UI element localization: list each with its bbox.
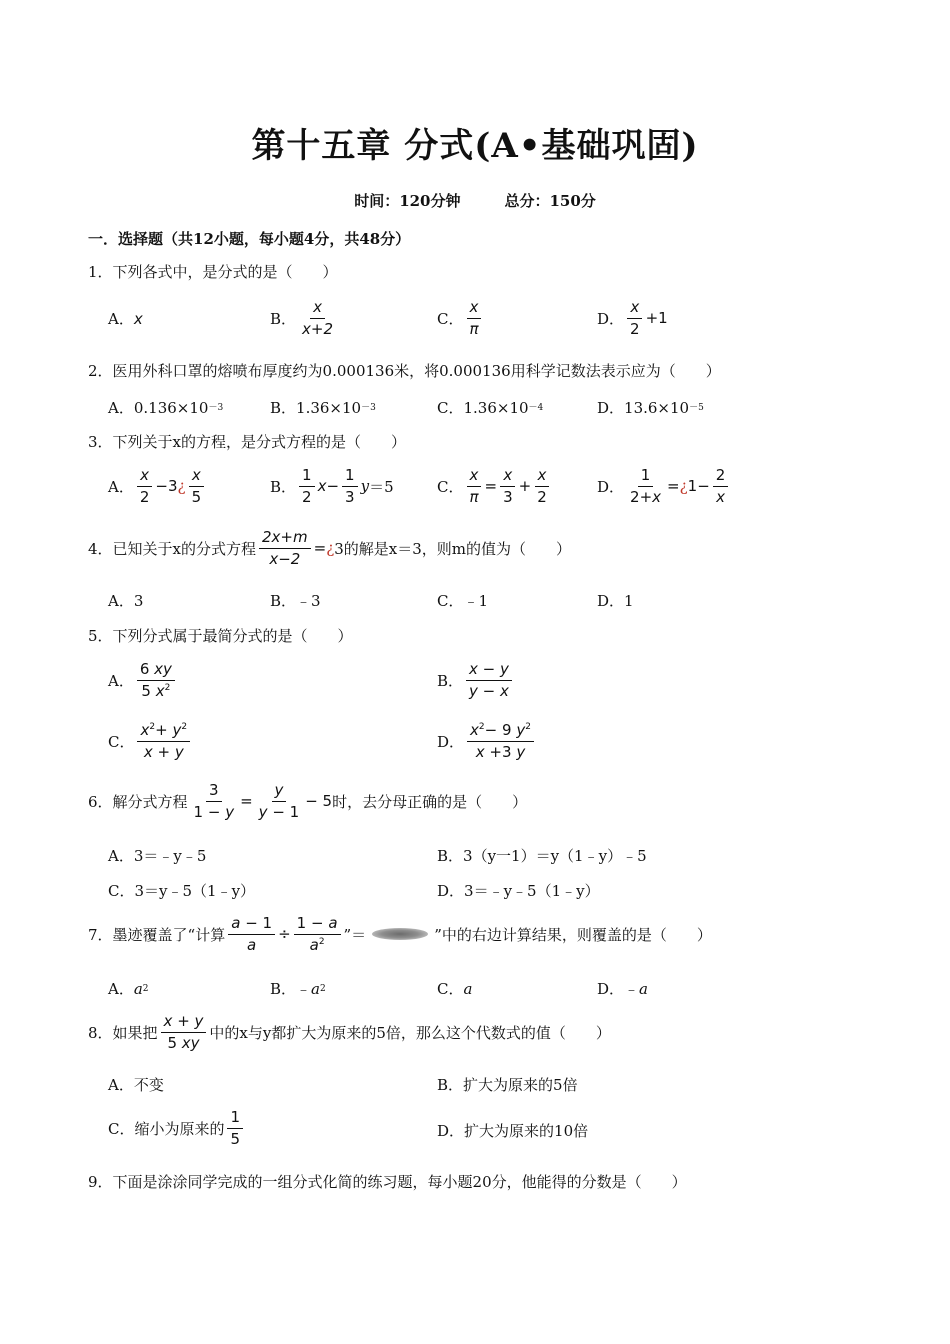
question-5-stem: 5．下列分式属于最简分式的是（ ） (88, 627, 353, 645)
q2-option-b: B．1.36×10 －3 (270, 399, 376, 417)
q6-option-c: C．3＝y﹣5（1﹣y） (108, 882, 256, 900)
question-4-stem: 4．已知关于x的分式方程 $\frac{2x+m}{x-2}$ = ¿ 3的解是x＝3，则m的值为（ ） (88, 528, 572, 568)
q5-option-d: D． $\frac{x^2- 9 y^2}{x +3 y}$ (437, 721, 537, 762)
q4-option-b: B．﹣3 (270, 592, 321, 610)
q1-option-b: B． $\frac{x}{x+2}$ (270, 298, 334, 338)
question-6-stem: 6．解分式方程 $\frac{3}{1 - y}$ = $\frac{y}{y - 1}$ − 5 时，去分母正确的是（ ） (88, 781, 528, 821)
question-8-stem: 8．如果把 $\frac{x + y}{5 xy}$ 中的x与y都扩大为原来的5倍，那么这个代数式的值（ ） (88, 1012, 611, 1052)
q5-option-b: B． $\frac{x - y}{y - x}$ (437, 660, 515, 701)
q1-option-c: C． $\frac{x}{\pi}$ (437, 298, 485, 339)
section-heading: 一．选择题（共12小题，每小题4分，共48分） (88, 230, 411, 248)
q8-option-b: B．扩大为原来的5倍 (437, 1076, 578, 1094)
exam-meta (0, 190, 950, 211)
question-3-stem: 3．下列关于x的方程，是分式方程的是（ ） (88, 433, 407, 451)
exam-score: 总分：150分 (504, 192, 596, 210)
page-title: 第十五章 分式(A•基础巩固) (251, 126, 699, 166)
q2-option-a: A．0.136×10 －3 (108, 399, 224, 417)
q1-option-a: A． x (108, 309, 143, 328)
question-2-stem: 2．医用外科口罩的熔喷布厚度约为0.000136米，将0.000136用科学记数法表示应为（ ） (88, 362, 721, 380)
q5-option-a: A． $\frac{6 xy}{5 x^2}$ (108, 660, 178, 701)
q8-option-a: A．不变 (108, 1076, 164, 1094)
q6-option-a: A．3＝﹣y﹣5 (108, 847, 207, 865)
q8-option-c: C．缩小为原来的 $\frac{1}{5}$ (108, 1108, 246, 1149)
question-7-stem: 7．墨迹覆盖了“计算 $\frac{a - 1}{a}$ ÷ $\frac{1 - a}{a^2}$ ”＝ ”中的右边计算结果，则覆盖的是（ ） (88, 914, 712, 954)
q7-option-b: B．﹣ a 2 (270, 979, 326, 998)
q3-option-d: D． $\frac{1}{2+x}$ = ¿ 1− $\frac{2}{x}$ (597, 466, 731, 507)
exam-time: 时间：120分钟 (354, 192, 461, 210)
q6-option-d: D．3＝﹣y﹣5（1﹣y） (437, 882, 600, 900)
q2-option-d: D．13.6×10 －5 (597, 399, 704, 417)
q4-option-d: D．1 (597, 592, 634, 610)
q4-option-c: C．﹣1 (437, 592, 489, 610)
q7-option-d: D．﹣ a (597, 979, 648, 998)
q2-option-c: C．1.36×10 －4 (437, 399, 544, 417)
q7-option-c: C． a (437, 979, 473, 998)
q3-option-c: C． $\frac{x}{\pi}$ = $\frac{x}{3}$ + $\frac{x}{2}$ (437, 466, 553, 507)
q3-option-b: B． $\frac{1}{2}$ x − $\frac{1}{3}$ y ＝5 (270, 466, 394, 506)
q3-option-a: A． $\frac{x}{2}$ −3 ¿ $\frac{x}{5}$ (108, 466, 207, 507)
q7-option-a: A． a 2 (108, 979, 149, 998)
q4-option-a: A．3 (108, 592, 144, 610)
ink-blot (372, 928, 428, 940)
question-1-stem: 1．下列各式中，是分式的是（ ） (88, 263, 338, 281)
q5-option-c: C． $\frac{x^2+ y^2}{x + y}$ (108, 721, 193, 762)
q8-option-d: D．扩大为原来的10倍 (437, 1122, 589, 1140)
question-9-stem: 9．下面是涂涂同学完成的一组分式化简的练习题，每小题20分，他能得的分数是（ ） (88, 1173, 687, 1191)
q1-option-d: D． $\frac{x}{2}$ +1 (597, 298, 668, 338)
q6-option-b: B．3（y一1）＝y（1﹣y）﹣5 (437, 847, 647, 865)
